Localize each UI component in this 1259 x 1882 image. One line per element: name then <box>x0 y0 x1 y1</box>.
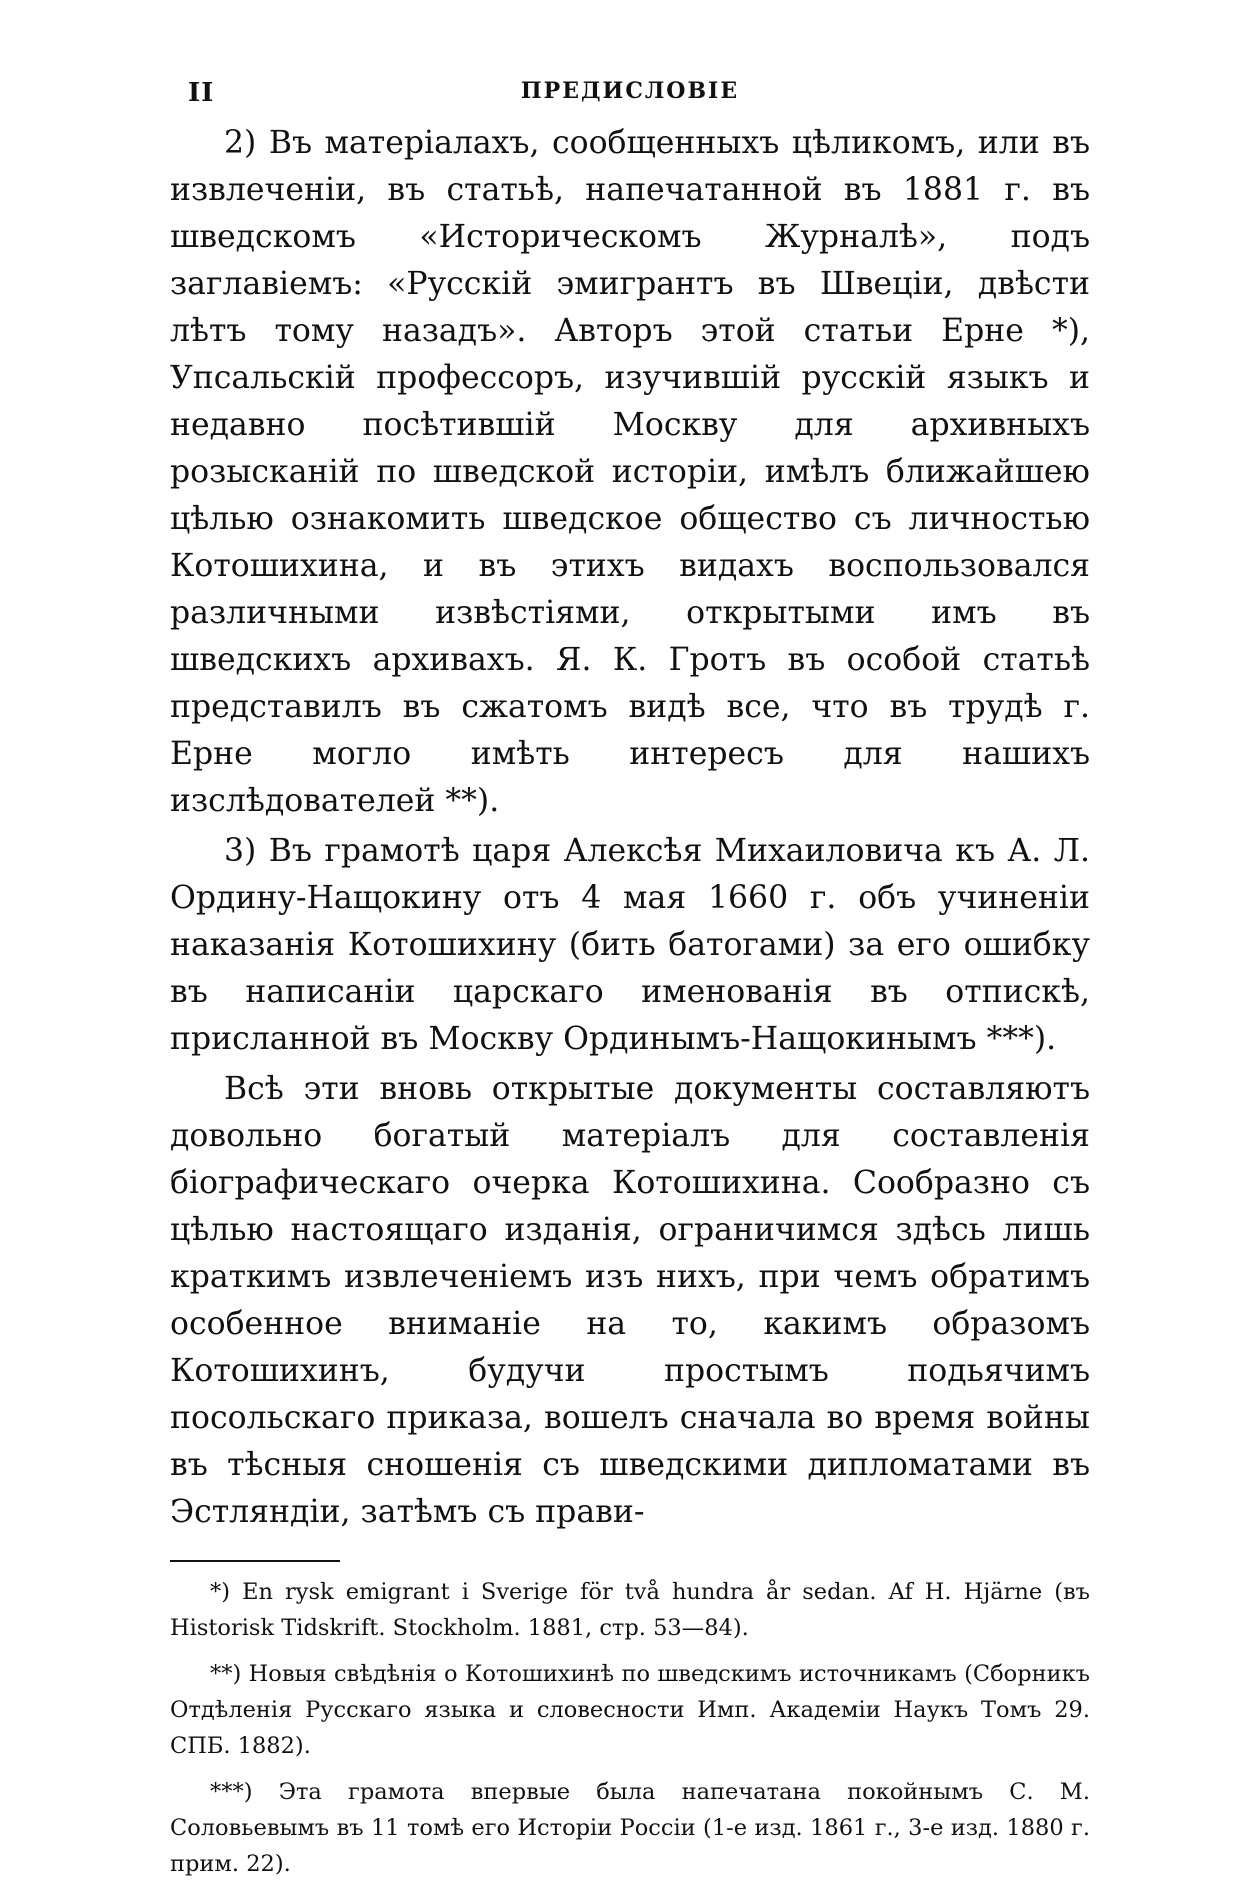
page-number: II <box>188 78 215 108</box>
paragraph-conclusion: Всѣ эти вновь открытые документы составляютъ довольно богатый матеріалъ для составленія біографическаго очерка Котошихина. Сообразно съ цѣлью настоящаго изданія, ограничимся здѣсь лишь краткимъ извлеченіемъ изъ нихъ, при чемъ обратимъ особенное вниманіе на то, какимъ образомъ Котошихинъ, будучи простымъ подьячимъ посольскаго приказа, вошелъ сначала во время войны въ тѣсныя сношенія съ шведскими дипломатами въ Эстляндіи, затѣмъ съ прави- <box>170 1071 1090 1530</box>
running-title: ПРЕДИСЛОВІЕ <box>520 78 740 104</box>
main-text <box>170 120 1090 1536</box>
footnote-divider <box>170 1560 340 1562</box>
footnote-1: *) En rysk emigrant i Sverige för två hundra år sedan. Af H. Hjärne (въ Historisk Tidskrift. Stockholm. 1881, стр. 53—84). <box>170 1579 1090 1641</box>
footnotes <box>170 1574 1090 1882</box>
footnote-2: **) Новыя свѣдѣнія о Котошихинѣ по шведскимъ источникамъ (Сборникъ Отдѣленія Русскаго языка и словесности Имп. Академіи Наукъ Томъ 29. СПБ. 1882). <box>170 1661 1090 1759</box>
paragraph-item-3: 3) Въ грамотѣ царя Алексѣя Михаиловича къ А. Л. Ордину-Нащокину отъ 4 мая 1660 г. объ учиненіи наказанія Котошихину (бить батогами) за его ошибку въ написаніи царскаго именованія въ отпискѣ, присланной въ Москву Ординымъ-Нащокинымъ ***). <box>170 833 1090 1057</box>
footnote-3: ***) Эта грамота впервые была напечатана покойнымъ С. М. Соловьевымъ въ 11 томѣ его Исторіи Россіи (1-е изд. 1861 г., 3-е изд. 1880 г. прим. 22). <box>170 1779 1090 1877</box>
paragraph-item-2: 2) Въ матеріалахъ, сообщенныхъ цѣликомъ, или въ извлеченіи, въ статьѣ, напечатанной въ 1881 г. въ шведскомъ «Историческомъ Журналѣ», подъ заглавіемъ: «Русскій эмигрантъ въ Швеціи, двѣсти лѣтъ тому назадъ». Авторъ этой статьи Ерне *), Упсальскій профессоръ, изучившій русскій языкъ и недавно посѣтившій Москву для архивныхъ розысканій по шведской исторіи, имѣлъ ближайшею цѣлью ознакомить шведское общество съ личностью Котошихина, и въ этихъ видахъ воспользовался различными извѣстіями, открытыми имъ въ шведскихъ архивахъ. Я. К. Гротъ въ особой статьѣ представилъ въ сжатомъ видѣ все, что въ трудѣ г. Ерне могло имѣть интересъ для нашихъ изслѣдователей **). <box>170 125 1090 819</box>
book-page <box>170 60 1090 1877</box>
page-header <box>170 60 1090 120</box>
